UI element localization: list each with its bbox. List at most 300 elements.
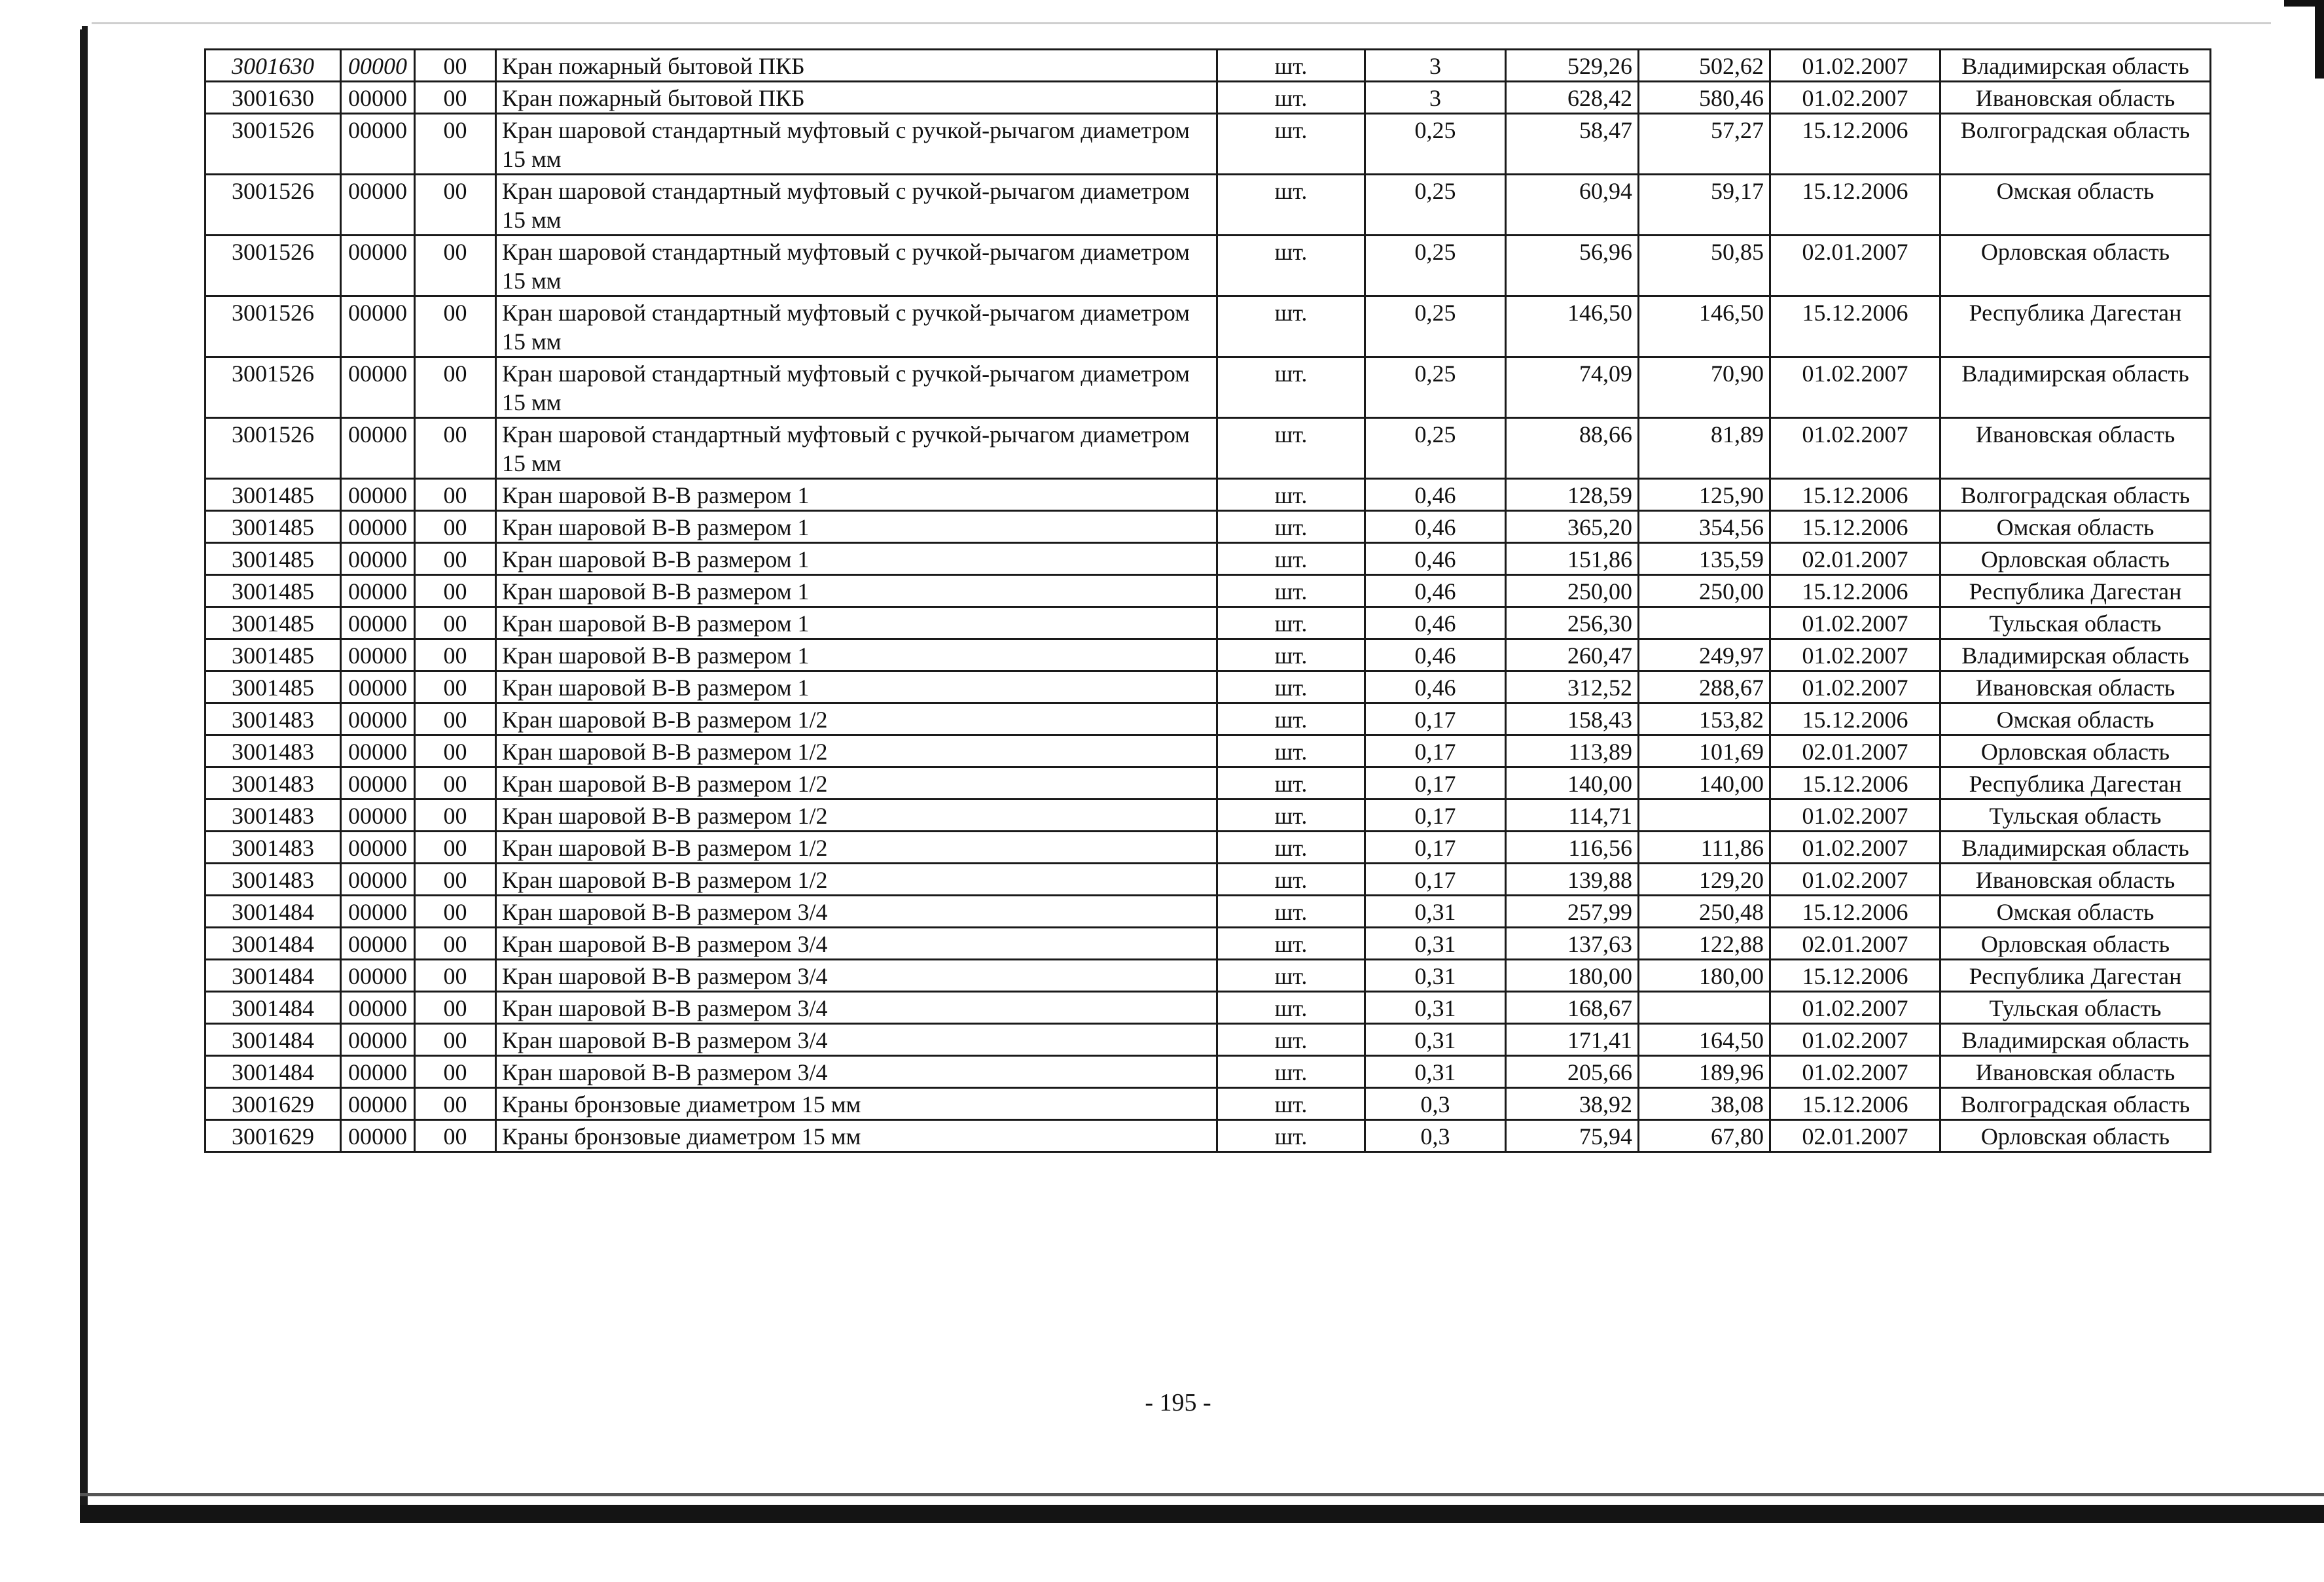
- date-cell: 15.12.2006: [1770, 703, 1940, 735]
- sub-code-cell: 00000: [341, 1056, 415, 1088]
- quantity-cell: 0,17: [1365, 735, 1506, 767]
- unit-cell: шт.: [1217, 175, 1365, 236]
- price-cell: 88,66: [1506, 418, 1639, 479]
- unit-cell: шт.: [1217, 543, 1365, 575]
- price-alt-cell: 67,80: [1639, 1120, 1770, 1152]
- unit-cell: шт.: [1217, 639, 1365, 671]
- scan-bottom-bar: [80, 1505, 2324, 1523]
- price-alt-cell: 122,88: [1639, 928, 1770, 960]
- quantity-cell: 0,31: [1365, 992, 1506, 1024]
- table-row: [206, 735, 2211, 767]
- unit-cell: шт.: [1217, 82, 1365, 114]
- sub-code-cell: 00000: [341, 418, 415, 479]
- quantity-cell: 0,25: [1365, 175, 1506, 236]
- sub-code-cell: 00000: [341, 896, 415, 928]
- region-cell: Республика Дагестан: [1940, 296, 2211, 357]
- price-alt-cell: [1639, 992, 1770, 1024]
- price-cell: 137,63: [1506, 928, 1639, 960]
- item-code-cell: 3001630: [206, 50, 341, 82]
- region-cell: Орловская область: [1940, 735, 2211, 767]
- region-cell: Ивановская область: [1940, 82, 2211, 114]
- table-row: [206, 511, 2211, 543]
- date-cell: 01.02.2007: [1770, 671, 1940, 703]
- unit-cell: шт.: [1217, 992, 1365, 1024]
- sub-code-cell: 00000: [341, 357, 415, 418]
- table-row: [206, 1088, 2211, 1120]
- item-code-cell: 3001485: [206, 607, 341, 639]
- item-code-cell: 3001484: [206, 928, 341, 960]
- price-cell: 56,96: [1506, 236, 1639, 296]
- region-cell: Ивановская область: [1940, 864, 2211, 896]
- unit-cell: шт.: [1217, 575, 1365, 607]
- item-code-cell: 3001526: [206, 296, 341, 357]
- region-cell: Республика Дагестан: [1940, 767, 2211, 800]
- date-cell: 01.02.2007: [1770, 864, 1940, 896]
- zero-code-cell: 00: [415, 575, 496, 607]
- region-cell: Омская область: [1940, 703, 2211, 735]
- item-name-cell: Кран шаровой стандартный муфтовый с ручкой-рычагом диаметром 15 мм: [496, 418, 1217, 479]
- item-name-cell: Кран шаровой В-В размером 1: [496, 511, 1217, 543]
- item-name-cell: Краны бронзовые диаметром 15 мм: [496, 1088, 1217, 1120]
- item-code-cell: 3001484: [206, 1024, 341, 1056]
- unit-cell: шт.: [1217, 864, 1365, 896]
- unit-cell: шт.: [1217, 767, 1365, 800]
- region-cell: Омская область: [1940, 896, 2211, 928]
- scan-left-top-mask: [0, 0, 82, 29]
- table-row: [206, 864, 2211, 896]
- item-name-cell: Кран шаровой В-В размером 1: [496, 543, 1217, 575]
- unit-cell: шт.: [1217, 1056, 1365, 1088]
- date-cell: 01.02.2007: [1770, 992, 1940, 1024]
- unit-cell: шт.: [1217, 800, 1365, 832]
- region-cell: Владимирская область: [1940, 50, 2211, 82]
- price-cell: 114,71: [1506, 800, 1639, 832]
- item-code-cell: 3001483: [206, 735, 341, 767]
- price-alt-cell: 38,08: [1639, 1088, 1770, 1120]
- item-code-cell: 3001629: [206, 1088, 341, 1120]
- zero-code-cell: 00: [415, 236, 496, 296]
- item-name-cell: Кран шаровой В-В размером 3/4: [496, 928, 1217, 960]
- table-row: [206, 175, 2211, 236]
- zero-code-cell: 00: [415, 418, 496, 479]
- quantity-cell: 3: [1365, 82, 1506, 114]
- quantity-cell: 0,31: [1365, 1024, 1506, 1056]
- scan-right-corner: [2284, 0, 2324, 79]
- item-code-cell: 3001526: [206, 175, 341, 236]
- item-name-cell: Кран шаровой В-В размером 1/2: [496, 864, 1217, 896]
- sub-code-cell: 00000: [341, 575, 415, 607]
- unit-cell: шт.: [1217, 1088, 1365, 1120]
- date-cell: 02.01.2007: [1770, 1120, 1940, 1152]
- sub-code-cell: 00000: [341, 832, 415, 864]
- price-alt-cell: 129,20: [1639, 864, 1770, 896]
- sub-code-cell: 00000: [341, 479, 415, 511]
- zero-code-cell: 00: [415, 511, 496, 543]
- item-name-cell: Кран шаровой В-В размером 1: [496, 479, 1217, 511]
- item-name-cell: Кран шаровой В-В размером 1/2: [496, 800, 1217, 832]
- quantity-cell: 3: [1365, 50, 1506, 82]
- zero-code-cell: 00: [415, 1120, 496, 1152]
- table-row: [206, 543, 2211, 575]
- date-cell: 01.02.2007: [1770, 800, 1940, 832]
- table-body: [206, 50, 2211, 1152]
- date-cell: 02.01.2007: [1770, 236, 1940, 296]
- unit-cell: шт.: [1217, 671, 1365, 703]
- sub-code-cell: 00000: [341, 175, 415, 236]
- price-cell: 365,20: [1506, 511, 1639, 543]
- price-cell: 529,26: [1506, 50, 1639, 82]
- zero-code-cell: 00: [415, 607, 496, 639]
- price-alt-cell: 249,97: [1639, 639, 1770, 671]
- item-name-cell: Кран шаровой В-В размером 1: [496, 671, 1217, 703]
- quantity-cell: 0,46: [1365, 479, 1506, 511]
- scan-top-line: [92, 22, 2271, 24]
- quantity-cell: 0,46: [1365, 671, 1506, 703]
- price-cell: 74,09: [1506, 357, 1639, 418]
- price-cell: 140,00: [1506, 767, 1639, 800]
- date-cell: 15.12.2006: [1770, 175, 1940, 236]
- quantity-cell: 0,46: [1365, 543, 1506, 575]
- quantity-cell: 0,25: [1365, 357, 1506, 418]
- price-alt-cell: 111,86: [1639, 832, 1770, 864]
- zero-code-cell: 00: [415, 175, 496, 236]
- item-name-cell: Кран шаровой В-В размером 1: [496, 639, 1217, 671]
- price-cell: 158,43: [1506, 703, 1639, 735]
- price-alt-cell: 180,00: [1639, 960, 1770, 992]
- quantity-cell: 0,31: [1365, 1056, 1506, 1088]
- region-cell: Ивановская область: [1940, 1056, 2211, 1088]
- unit-cell: шт.: [1217, 236, 1365, 296]
- date-cell: 01.02.2007: [1770, 607, 1940, 639]
- region-cell: Владимирская область: [1940, 832, 2211, 864]
- sub-code-cell: 00000: [341, 82, 415, 114]
- table-row: [206, 896, 2211, 928]
- price-cell: 260,47: [1506, 639, 1639, 671]
- item-name-cell: Кран шаровой В-В размером 1: [496, 575, 1217, 607]
- quantity-cell: 0,17: [1365, 832, 1506, 864]
- price-alt-cell: 101,69: [1639, 735, 1770, 767]
- table-row: [206, 800, 2211, 832]
- zero-code-cell: 00: [415, 1088, 496, 1120]
- price-alt-cell: [1639, 800, 1770, 832]
- region-cell: Волгоградская область: [1940, 479, 2211, 511]
- sub-code-cell: 00000: [341, 767, 415, 800]
- price-alt-cell: 288,67: [1639, 671, 1770, 703]
- table-row: [206, 1056, 2211, 1088]
- table-row: [206, 479, 2211, 511]
- unit-cell: шт.: [1217, 960, 1365, 992]
- item-name-cell: Кран пожарный бытовой ПКБ: [496, 50, 1217, 82]
- item-name-cell: Кран шаровой В-В размером 1/2: [496, 767, 1217, 800]
- table-row: [206, 1024, 2211, 1056]
- sub-code-cell: 00000: [341, 928, 415, 960]
- item-name-cell: Кран шаровой В-В размером 1/2: [496, 703, 1217, 735]
- quantity-cell: 0,3: [1365, 1120, 1506, 1152]
- zero-code-cell: 00: [415, 50, 496, 82]
- item-code-cell: 3001485: [206, 671, 341, 703]
- sub-code-cell: 00000: [341, 114, 415, 175]
- zero-code-cell: 00: [415, 928, 496, 960]
- item-code-cell: 3001483: [206, 703, 341, 735]
- unit-cell: шт.: [1217, 607, 1365, 639]
- table-row: [206, 296, 2211, 357]
- item-code-cell: 3001483: [206, 832, 341, 864]
- item-code-cell: 3001484: [206, 1056, 341, 1088]
- item-name-cell: Кран шаровой стандартный муфтовый с ручкой-рычагом диаметром 15 мм: [496, 175, 1217, 236]
- unit-cell: шт.: [1217, 1120, 1365, 1152]
- item-code-cell: 3001485: [206, 479, 341, 511]
- zero-code-cell: 00: [415, 479, 496, 511]
- sub-code-cell: 00000: [341, 511, 415, 543]
- table-row: [206, 992, 2211, 1024]
- zero-code-cell: 00: [415, 896, 496, 928]
- zero-code-cell: 00: [415, 735, 496, 767]
- unit-cell: шт.: [1217, 928, 1365, 960]
- price-alt-cell: 125,90: [1639, 479, 1770, 511]
- item-code-cell: 3001484: [206, 896, 341, 928]
- price-cell: 139,88: [1506, 864, 1639, 896]
- sub-code-cell: 00000: [341, 543, 415, 575]
- region-cell: Тульская область: [1940, 992, 2211, 1024]
- quantity-cell: 0,46: [1365, 607, 1506, 639]
- region-cell: Ивановская область: [1940, 671, 2211, 703]
- table-row: [206, 575, 2211, 607]
- table-row: [206, 639, 2211, 671]
- table-row: [206, 236, 2211, 296]
- price-cell: 116,56: [1506, 832, 1639, 864]
- region-cell: Омская область: [1940, 511, 2211, 543]
- region-cell: Орловская область: [1940, 236, 2211, 296]
- item-name-cell: Кран шаровой В-В размером 1/2: [496, 735, 1217, 767]
- quantity-cell: 0,31: [1365, 896, 1506, 928]
- price-alt-cell: 70,90: [1639, 357, 1770, 418]
- date-cell: 01.02.2007: [1770, 418, 1940, 479]
- item-code-cell: 3001484: [206, 992, 341, 1024]
- price-cell: 38,92: [1506, 1088, 1639, 1120]
- price-alt-cell: 502,62: [1639, 50, 1770, 82]
- page-number: - 195 -: [1145, 1389, 1211, 1416]
- table-row: [206, 671, 2211, 703]
- item-name-cell: Кран шаровой В-В размером 3/4: [496, 1024, 1217, 1056]
- zero-code-cell: 00: [415, 832, 496, 864]
- item-name-cell: Кран шаровой стандартный муфтовый с ручкой-рычагом диаметром 15 мм: [496, 357, 1217, 418]
- unit-cell: шт.: [1217, 114, 1365, 175]
- quantity-cell: 0,17: [1365, 767, 1506, 800]
- quantity-cell: 0,46: [1365, 511, 1506, 543]
- price-alt-cell: 50,85: [1639, 236, 1770, 296]
- region-cell: Владимирская область: [1940, 1024, 2211, 1056]
- date-cell: 01.02.2007: [1770, 832, 1940, 864]
- zero-code-cell: 00: [415, 82, 496, 114]
- zero-code-cell: 00: [415, 114, 496, 175]
- date-cell: 01.02.2007: [1770, 82, 1940, 114]
- price-cell: 168,67: [1506, 992, 1639, 1024]
- table-row: [206, 418, 2211, 479]
- table-row: [206, 703, 2211, 735]
- price-alt-cell: 250,48: [1639, 896, 1770, 928]
- item-name-cell: Кран шаровой В-В размером 1: [496, 607, 1217, 639]
- region-cell: Республика Дагестан: [1940, 960, 2211, 992]
- price-cell: 256,30: [1506, 607, 1639, 639]
- unit-cell: шт.: [1217, 1024, 1365, 1056]
- item-code-cell: 3001485: [206, 575, 341, 607]
- item-code-cell: 3001483: [206, 767, 341, 800]
- sub-code-cell: 00000: [341, 960, 415, 992]
- price-cell: 151,86: [1506, 543, 1639, 575]
- price-alt-cell: [1639, 607, 1770, 639]
- zero-code-cell: 00: [415, 800, 496, 832]
- sub-code-cell: 00000: [341, 992, 415, 1024]
- price-cell: 180,00: [1506, 960, 1639, 992]
- item-name-cell: Кран шаровой В-В размером 3/4: [496, 992, 1217, 1024]
- date-cell: 15.12.2006: [1770, 479, 1940, 511]
- quantity-cell: 0,25: [1365, 114, 1506, 175]
- scan-bottom-line: [80, 1493, 2324, 1496]
- unit-cell: шт.: [1217, 735, 1365, 767]
- item-code-cell: 3001629: [206, 1120, 341, 1152]
- sub-code-cell: 00000: [341, 864, 415, 896]
- date-cell: 15.12.2006: [1770, 896, 1940, 928]
- unit-cell: шт.: [1217, 357, 1365, 418]
- region-cell: Тульская область: [1940, 607, 2211, 639]
- zero-code-cell: 00: [415, 703, 496, 735]
- date-cell: 01.02.2007: [1770, 1024, 1940, 1056]
- item-code-cell: 3001526: [206, 236, 341, 296]
- zero-code-cell: 00: [415, 864, 496, 896]
- price-cell: 171,41: [1506, 1024, 1639, 1056]
- table-row: [206, 832, 2211, 864]
- item-code-cell: 3001484: [206, 960, 341, 992]
- date-cell: 15.12.2006: [1770, 296, 1940, 357]
- item-code-cell: 3001483: [206, 864, 341, 896]
- sub-code-cell: 00000: [341, 639, 415, 671]
- quantity-cell: 0,17: [1365, 703, 1506, 735]
- price-alt-cell: 189,96: [1639, 1056, 1770, 1088]
- price-alt-cell: 81,89: [1639, 418, 1770, 479]
- price-cell: 628,42: [1506, 82, 1639, 114]
- zero-code-cell: 00: [415, 960, 496, 992]
- price-alt-cell: 354,56: [1639, 511, 1770, 543]
- unit-cell: шт.: [1217, 479, 1365, 511]
- region-cell: Омская область: [1940, 175, 2211, 236]
- item-name-cell: Кран шаровой В-В размером 3/4: [496, 896, 1217, 928]
- zero-code-cell: 00: [415, 639, 496, 671]
- unit-cell: шт.: [1217, 418, 1365, 479]
- item-code-cell: 3001485: [206, 543, 341, 575]
- item-code-cell: 3001630: [206, 82, 341, 114]
- date-cell: 15.12.2006: [1770, 575, 1940, 607]
- quantity-cell: 0,46: [1365, 575, 1506, 607]
- region-cell: Орловская область: [1940, 928, 2211, 960]
- region-cell: Тульская область: [1940, 800, 2211, 832]
- item-name-cell: Краны бронзовые диаметром 15 мм: [496, 1120, 1217, 1152]
- quantity-cell: 0,17: [1365, 800, 1506, 832]
- region-cell: Владимирская область: [1940, 639, 2211, 671]
- price-alt-cell: 153,82: [1639, 703, 1770, 735]
- quantity-cell: 0,31: [1365, 960, 1506, 992]
- sub-code-cell: 00000: [341, 703, 415, 735]
- table-row: [206, 607, 2211, 639]
- price-alt-cell: 140,00: [1639, 767, 1770, 800]
- price-alt-cell: 164,50: [1639, 1024, 1770, 1056]
- zero-code-cell: 00: [415, 1056, 496, 1088]
- date-cell: 15.12.2006: [1770, 960, 1940, 992]
- sub-code-cell: 00000: [341, 607, 415, 639]
- sub-code-cell: 00000: [341, 236, 415, 296]
- item-name-cell: Кран пожарный бытовой ПКБ: [496, 82, 1217, 114]
- price-alt-cell: 146,50: [1639, 296, 1770, 357]
- price-alt-cell: 59,17: [1639, 175, 1770, 236]
- sub-code-cell: 00000: [341, 800, 415, 832]
- quantity-cell: 0,3: [1365, 1088, 1506, 1120]
- table-row: [206, 960, 2211, 992]
- sub-code-cell: 00000: [341, 1024, 415, 1056]
- price-alt-cell: 250,00: [1639, 575, 1770, 607]
- price-cell: 250,00: [1506, 575, 1639, 607]
- unit-cell: шт.: [1217, 296, 1365, 357]
- item-code-cell: 3001485: [206, 511, 341, 543]
- region-cell: Орловская область: [1940, 1120, 2211, 1152]
- scan-left-edge: [80, 26, 88, 1505]
- sub-code-cell: 00000: [341, 735, 415, 767]
- price-alt-cell: 57,27: [1639, 114, 1770, 175]
- zero-code-cell: 00: [415, 296, 496, 357]
- unit-cell: шт.: [1217, 511, 1365, 543]
- price-table: [204, 48, 2211, 1153]
- unit-cell: шт.: [1217, 50, 1365, 82]
- sub-code-cell: 00000: [341, 671, 415, 703]
- item-code-cell: 3001485: [206, 639, 341, 671]
- table-row: [206, 82, 2211, 114]
- date-cell: 02.01.2007: [1770, 735, 1940, 767]
- table-row: [206, 114, 2211, 175]
- quantity-cell: 0,25: [1365, 236, 1506, 296]
- price-alt-cell: 580,46: [1639, 82, 1770, 114]
- zero-code-cell: 00: [415, 357, 496, 418]
- price-cell: 257,99: [1506, 896, 1639, 928]
- table-row: [206, 357, 2211, 418]
- date-cell: 02.01.2007: [1770, 928, 1940, 960]
- item-code-cell: 3001526: [206, 357, 341, 418]
- item-name-cell: Кран шаровой стандартный муфтовый с ручкой-рычагом диаметром 15 мм: [496, 236, 1217, 296]
- sub-code-cell: 00000: [341, 1088, 415, 1120]
- date-cell: 15.12.2006: [1770, 511, 1940, 543]
- sub-code-cell: 00000: [341, 1120, 415, 1152]
- item-name-cell: Кран шаровой стандартный муфтовый с ручкой-рычагом диаметром 15 мм: [496, 114, 1217, 175]
- sub-code-cell: 00000: [341, 50, 415, 82]
- item-name-cell: Кран шаровой стандартный муфтовый с ручкой-рычагом диаметром 15 мм: [496, 296, 1217, 357]
- zero-code-cell: 00: [415, 767, 496, 800]
- quantity-cell: 0,17: [1365, 864, 1506, 896]
- item-code-cell: 3001526: [206, 114, 341, 175]
- date-cell: 01.02.2007: [1770, 639, 1940, 671]
- region-cell: Владимирская область: [1940, 357, 2211, 418]
- date-cell: 01.02.2007: [1770, 357, 1940, 418]
- price-cell: 60,94: [1506, 175, 1639, 236]
- item-code-cell: 3001526: [206, 418, 341, 479]
- zero-code-cell: 00: [415, 671, 496, 703]
- region-cell: Орловская область: [1940, 543, 2211, 575]
- price-cell: 58,47: [1506, 114, 1639, 175]
- unit-cell: шт.: [1217, 703, 1365, 735]
- quantity-cell: 0,25: [1365, 296, 1506, 357]
- price-cell: 312,52: [1506, 671, 1639, 703]
- quantity-cell: 0,46: [1365, 639, 1506, 671]
- item-code-cell: 3001483: [206, 800, 341, 832]
- quantity-cell: 0,31: [1365, 928, 1506, 960]
- region-cell: Ивановская область: [1940, 418, 2211, 479]
- date-cell: 02.01.2007: [1770, 543, 1940, 575]
